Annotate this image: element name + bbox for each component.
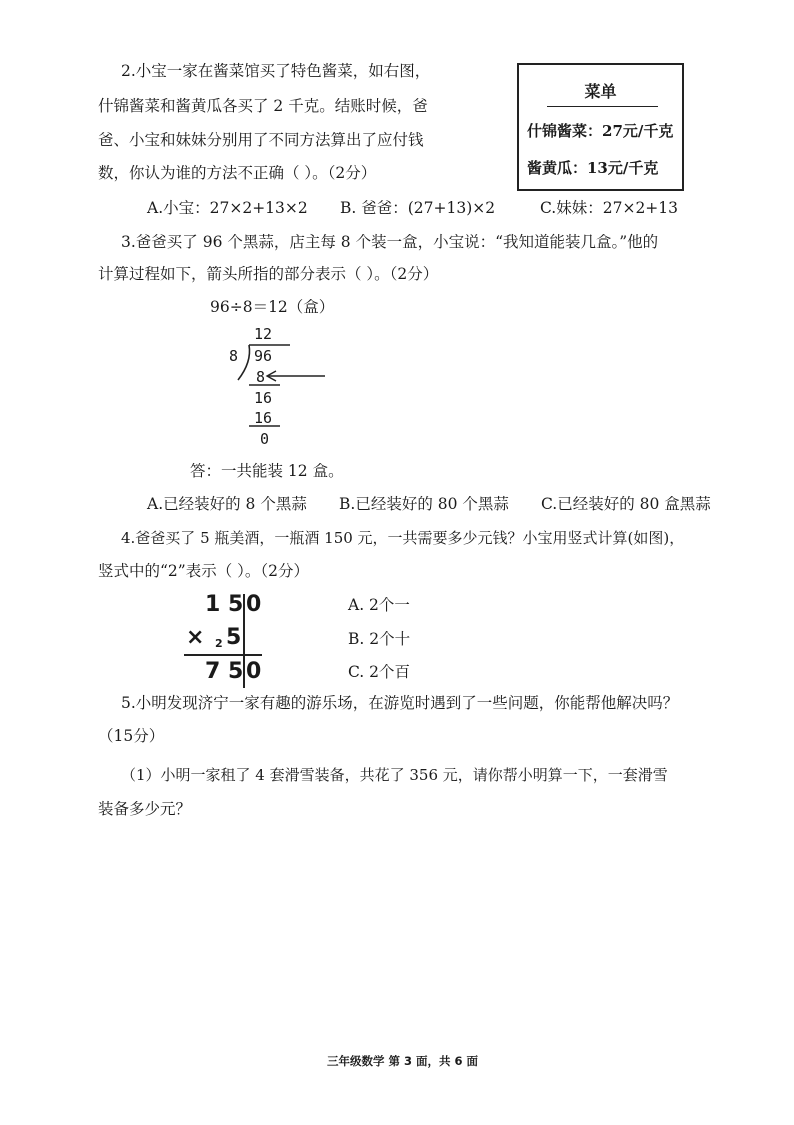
division-divisor: 8 bbox=[229, 347, 239, 365]
q3-line2: 计算过程如下，箭头所指的部分表示（ ）。（2分） bbox=[98, 265, 439, 283]
mult-times-sign: × bbox=[186, 625, 205, 650]
q5-sub1-line1: （1）小明一家租了 4 套滑雪装备，共花了 356 元，请你帮小明算一下，一套滑雪 bbox=[121, 766, 668, 784]
q4-option-c: C. 2个百 bbox=[348, 663, 411, 681]
q2-line1: 2.小宝一家在酱菜馆买了特色酱菜，如右图， bbox=[121, 62, 431, 80]
menu-item-pickles: 什锦酱菜：27元/千克 bbox=[527, 122, 674, 140]
q3-equation: 96÷8＝12（盒） bbox=[210, 298, 335, 316]
q2-line2: 什锦酱菜和酱黄瓜各买了 2 千克。结账时候，爸 bbox=[98, 97, 428, 115]
q2-option-a: A.小宝：27×2+13×2 bbox=[147, 199, 308, 217]
q2-option-c: C.妹妹：27×2+13 bbox=[540, 199, 679, 217]
q2-line3: 爸、小宝和妹妹分别用了不同方法算出了应付钱 bbox=[98, 131, 424, 149]
q4-line1: 4.爸爸买了 5 瓶美酒，一瓶酒 150 元，一共需要多少元钱？小宝用竖式计算(如图)， bbox=[121, 529, 685, 547]
q4-option-a: A. 2个一 bbox=[348, 596, 410, 614]
division-lines bbox=[0, 0, 794, 460]
division-quotient: 12 bbox=[254, 325, 273, 343]
q5-line1: 5.小明发现济宁一家有趣的游乐场，在游览时遇到了一些问题，你能帮他解决吗？ bbox=[121, 694, 679, 712]
division-step2: 16 bbox=[254, 389, 273, 407]
mult-result-zero: 0 bbox=[246, 659, 262, 684]
mult-top-digits: 1 5 bbox=[205, 592, 244, 617]
menu-item-cucumber: 酱黄瓜：13元/千克 bbox=[527, 159, 659, 177]
q3-option-c: C.已经装好的 80 盒黑蒜 bbox=[541, 495, 711, 513]
division-step1: 8 bbox=[256, 368, 266, 386]
q3-line1: 3.爸爸买了 96 个黑蒜，店主每 8 个装一盒，小宝说：“我知道能装几盒。”他的 bbox=[121, 233, 659, 251]
q2-line4: 数，你认为谁的方法不正确（ ）。（2分） bbox=[98, 164, 377, 182]
mult-top-zero: 0 bbox=[246, 592, 262, 617]
mult-multiplier: 5 bbox=[226, 625, 242, 650]
mult-lines bbox=[0, 580, 300, 690]
division-bracket bbox=[238, 345, 250, 380]
division-dividend: 96 bbox=[254, 347, 273, 365]
page-footer: 三年级数学 第 3 面，共 6 面 bbox=[327, 1054, 479, 1068]
q5-line2: （15分） bbox=[98, 727, 165, 745]
q3-option-b: B.已经装好的 80 个黑蒜 bbox=[339, 495, 509, 513]
division-step3: 16 bbox=[254, 409, 273, 427]
mult-result-digits: 7 5 bbox=[205, 659, 244, 684]
mult-carry: 2 bbox=[215, 637, 223, 650]
q2-option-b: B. 爸爸：(27+13)×2 bbox=[340, 199, 496, 217]
division-remainder: 0 bbox=[260, 430, 270, 448]
q3-option-a: A.已经装好的 8 个黑蒜 bbox=[147, 495, 307, 513]
q4-line2: 竖式中的“2”表示（ ）。（2分） bbox=[98, 562, 309, 580]
q5-sub1-line2: 装备多少元？ bbox=[98, 800, 192, 818]
menu-title: 菜单 bbox=[584, 82, 617, 101]
q3-answer: 答：一共能装 12 盒。 bbox=[190, 462, 344, 480]
q4-option-b: B. 2个十 bbox=[348, 630, 411, 648]
